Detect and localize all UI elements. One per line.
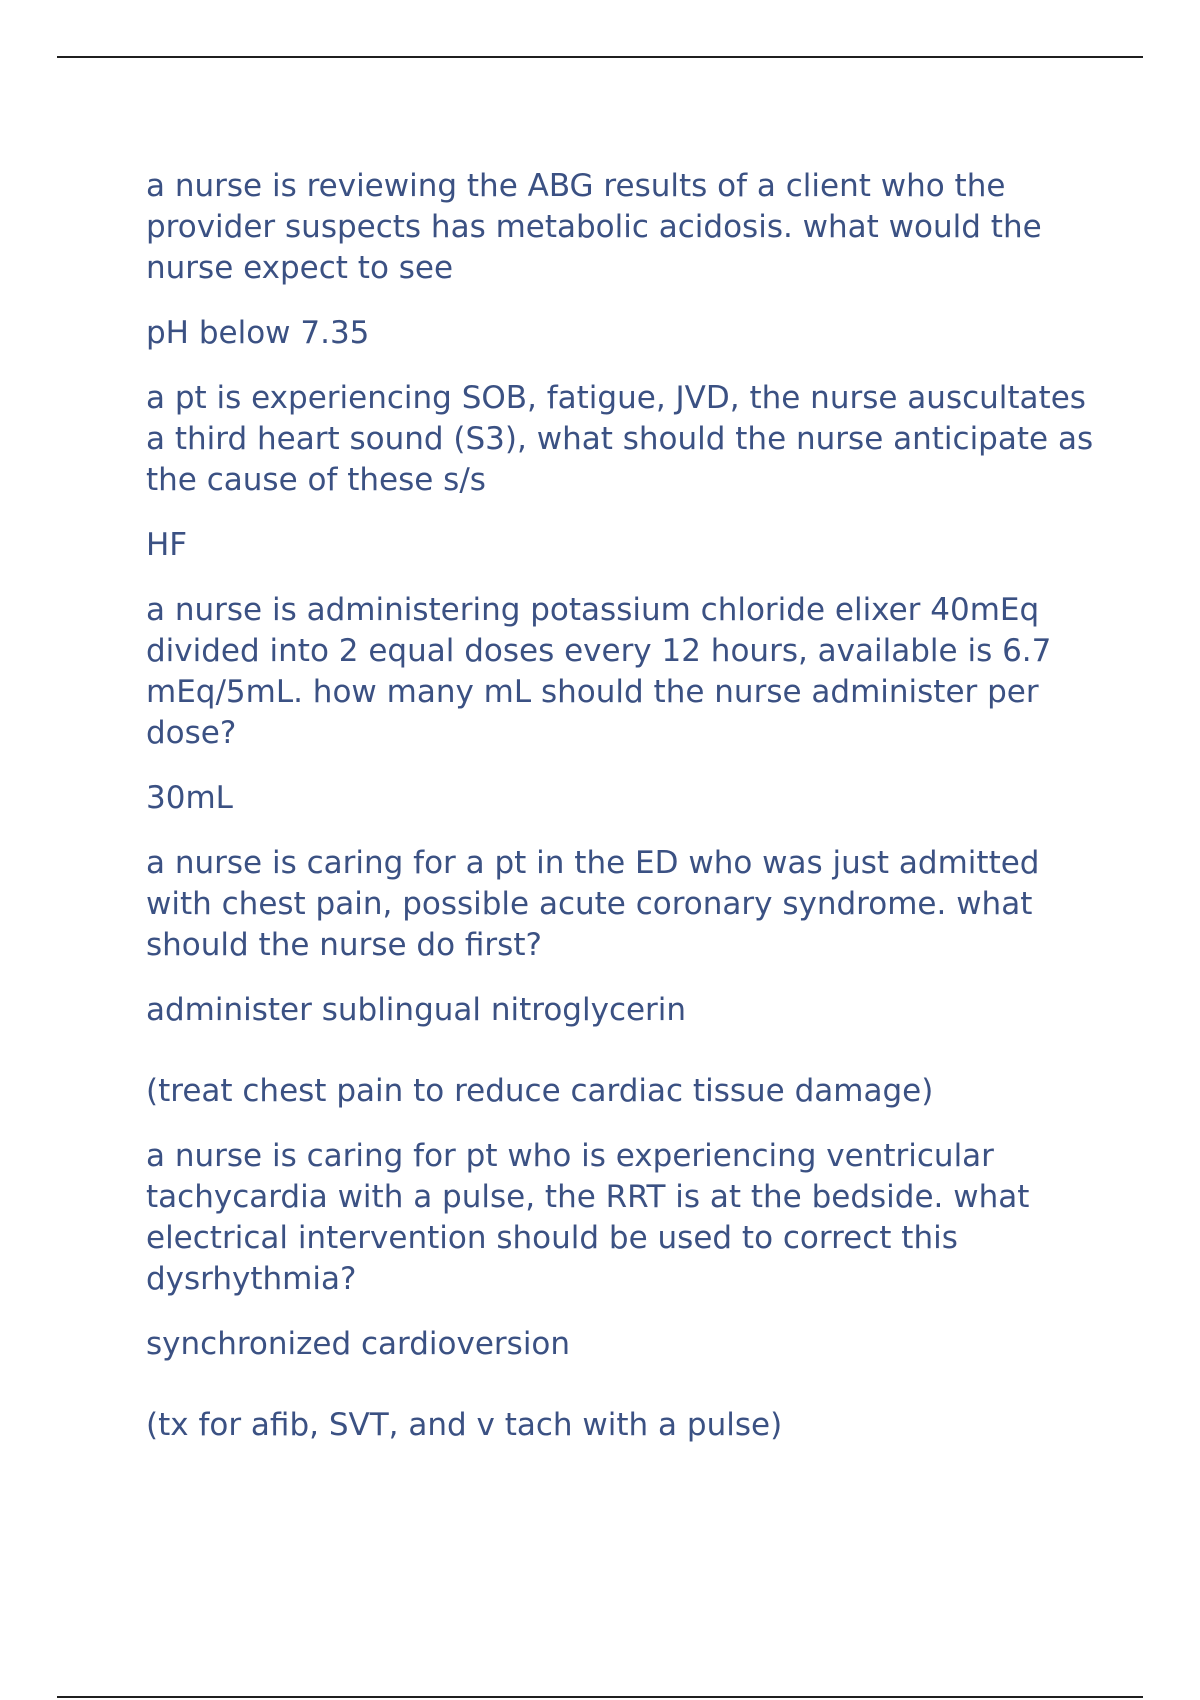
- answer-2-line-1: HF: [146, 527, 188, 563]
- question-3: a nurse is administering potassium chloride elixer 40mEq divided into 2 equal doses every 12 hours, available is 6.7 mEq/5mL. how many mL should the nurse administer per dose?: [146, 592, 1052, 751]
- question-1: a nurse is reviewing the ABG results of a client who the provider suspects has metabolic acidosis. what would the nurse expect to see: [146, 168, 1042, 286]
- question-2: a pt is experiencing SOB, fatigue, JVD, the nurse auscultates a third heart sound (S3), what should the nurse anticipate as the cause of these s/s: [146, 380, 1094, 498]
- answer-3-line-1: 30mL: [146, 780, 233, 816]
- top-rule: [57, 56, 1143, 58]
- answer-4-line-2: (treat chest pain to reduce cardiac tissue damage): [146, 1073, 934, 1109]
- question-4: a nurse is caring for a pt in the ED who was just admitted with chest pain, possible acute coronary syndrome. what should the nurse do first?: [146, 845, 1040, 963]
- answer-5-line-2: (tx for afib, SVT, and v tach with a pulse): [146, 1407, 783, 1443]
- question-5: a nurse is caring for pt who is experiencing ventricular tachycardia with a pulse, the RRT is at the bedside. what electrical intervention should be used to correct this dysrhythmia?: [146, 1138, 1030, 1297]
- answer-2: [146, 525, 1096, 566]
- answer-4-line-1: administer sublingual nitroglycerin: [146, 992, 687, 1028]
- answer-1: [146, 313, 1096, 354]
- answer-5-line-1: synchronized cardioversion: [146, 1326, 571, 1362]
- answer-1-line-1: pH below 7.35: [146, 315, 370, 351]
- bottom-rule: [57, 1696, 1143, 1698]
- answer-5: [146, 1324, 1096, 1446]
- answer-4: [146, 990, 1096, 1112]
- answer-3: [146, 778, 1096, 819]
- flashcard-list: [146, 166, 1096, 1470]
